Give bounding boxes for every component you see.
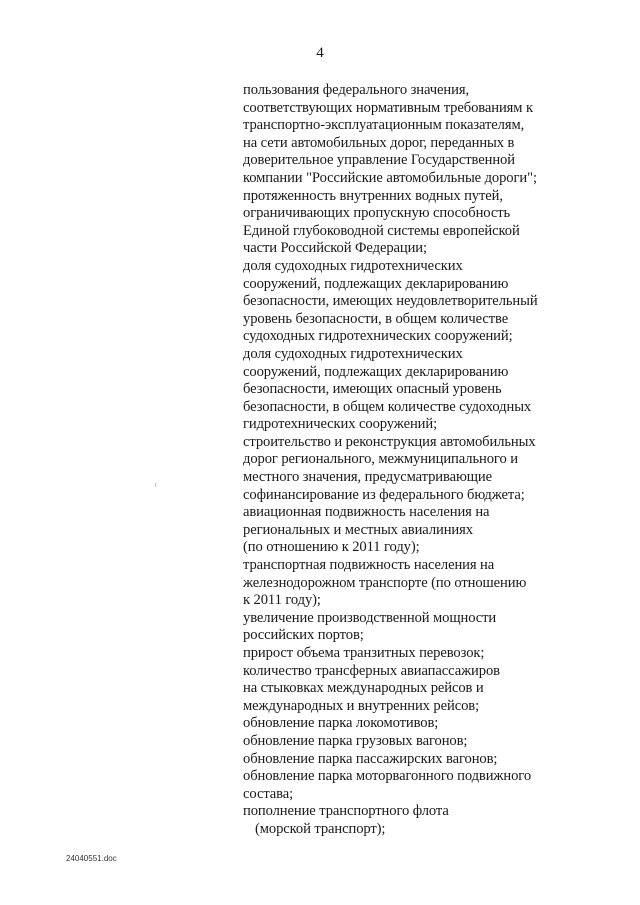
text-line: строительство и реконструкция автомобильных bbox=[243, 433, 536, 450]
text-line: уровень безопасности, в общем количестве bbox=[243, 310, 509, 327]
scan-speck bbox=[155, 483, 156, 487]
text-line: количество трансферных авиапассажиров bbox=[243, 662, 500, 679]
text-line: соответствующих нормативным требованиям к bbox=[243, 99, 533, 116]
text-line: сооружений, подлежащих декларированию bbox=[243, 275, 509, 292]
text-line: обновление парка локомотивов; bbox=[243, 715, 439, 732]
text-line: на стыковках международных рейсов и bbox=[243, 680, 484, 697]
text-line: к 2011 году); bbox=[243, 592, 321, 609]
text-line: протяженность внутренних водных путей, bbox=[243, 187, 503, 204]
text-line: прирост объема транзитных перевозок; bbox=[243, 645, 485, 661]
text-line: (по отношению к 2011 году); bbox=[243, 539, 420, 556]
text-line: обновление парка пассажирских вагонов; bbox=[243, 750, 498, 767]
footer-filename: 24040551.doc bbox=[66, 854, 117, 863]
text-line: безопасности, имеющих опасный уровень bbox=[243, 381, 502, 398]
text-line: международных и внутренних рейсов; bbox=[243, 697, 480, 714]
text-line: региональных и местных авиалиниях bbox=[243, 521, 473, 538]
text-line: доверительное управление Государственной bbox=[243, 152, 515, 169]
text-line: железнодорожном транспорте (по отношению bbox=[243, 574, 527, 591]
text-line: пользования федерального значения, bbox=[243, 82, 470, 98]
text-line: обновление парка грузовых вагонов; bbox=[243, 732, 468, 749]
text-line: на сети автомобильных дорог, переданных в bbox=[243, 134, 515, 151]
text-line: компании "Российские автомобильные дороги"; bbox=[243, 169, 537, 186]
text-line: российских портов; bbox=[243, 627, 364, 644]
text-line: состава; bbox=[243, 785, 294, 802]
text-line: безопасности, в общем количестве судоходных bbox=[243, 398, 532, 415]
text-line: сооружений, подлежащих декларированию bbox=[243, 363, 509, 380]
text-line: доля судоходных гидротехнических bbox=[243, 257, 463, 274]
text-line: авиационная подвижность населения на bbox=[243, 504, 490, 521]
text-line: транспортно-эксплуатационным показателям, bbox=[243, 117, 525, 134]
text-line: судоходных гидротехнических сооружений; bbox=[243, 328, 513, 345]
page-number: 4 bbox=[316, 45, 324, 61]
text-line: безопасности, имеющих неудовлетворительный bbox=[243, 293, 538, 310]
text-line: обновление парка моторвагонного подвижного bbox=[243, 768, 532, 785]
text-line: (морской транспорт); bbox=[255, 820, 386, 837]
text-line: ограничивающих пропускную способность bbox=[243, 205, 511, 222]
text-line: увеличение производственной мощности bbox=[243, 609, 497, 626]
text-line: софинансирование из федерального бюджета; bbox=[243, 486, 525, 503]
text-line: дорог регионального, межмуниципального и bbox=[243, 451, 518, 468]
text-line: Единой глубоководной системы европейской bbox=[243, 222, 520, 239]
document-body bbox=[243, 82, 583, 839]
text-line: пополнение транспортного флота bbox=[243, 803, 449, 820]
text-line: транспортная подвижность населения на bbox=[243, 557, 495, 574]
text-line: доля судоходных гидротехнических bbox=[243, 345, 463, 362]
text-line: части Российской Федерации; bbox=[243, 240, 427, 257]
text-line: местного значения, предусматривающие bbox=[243, 469, 493, 486]
text-line: гидротехнических сооружений; bbox=[243, 416, 438, 433]
